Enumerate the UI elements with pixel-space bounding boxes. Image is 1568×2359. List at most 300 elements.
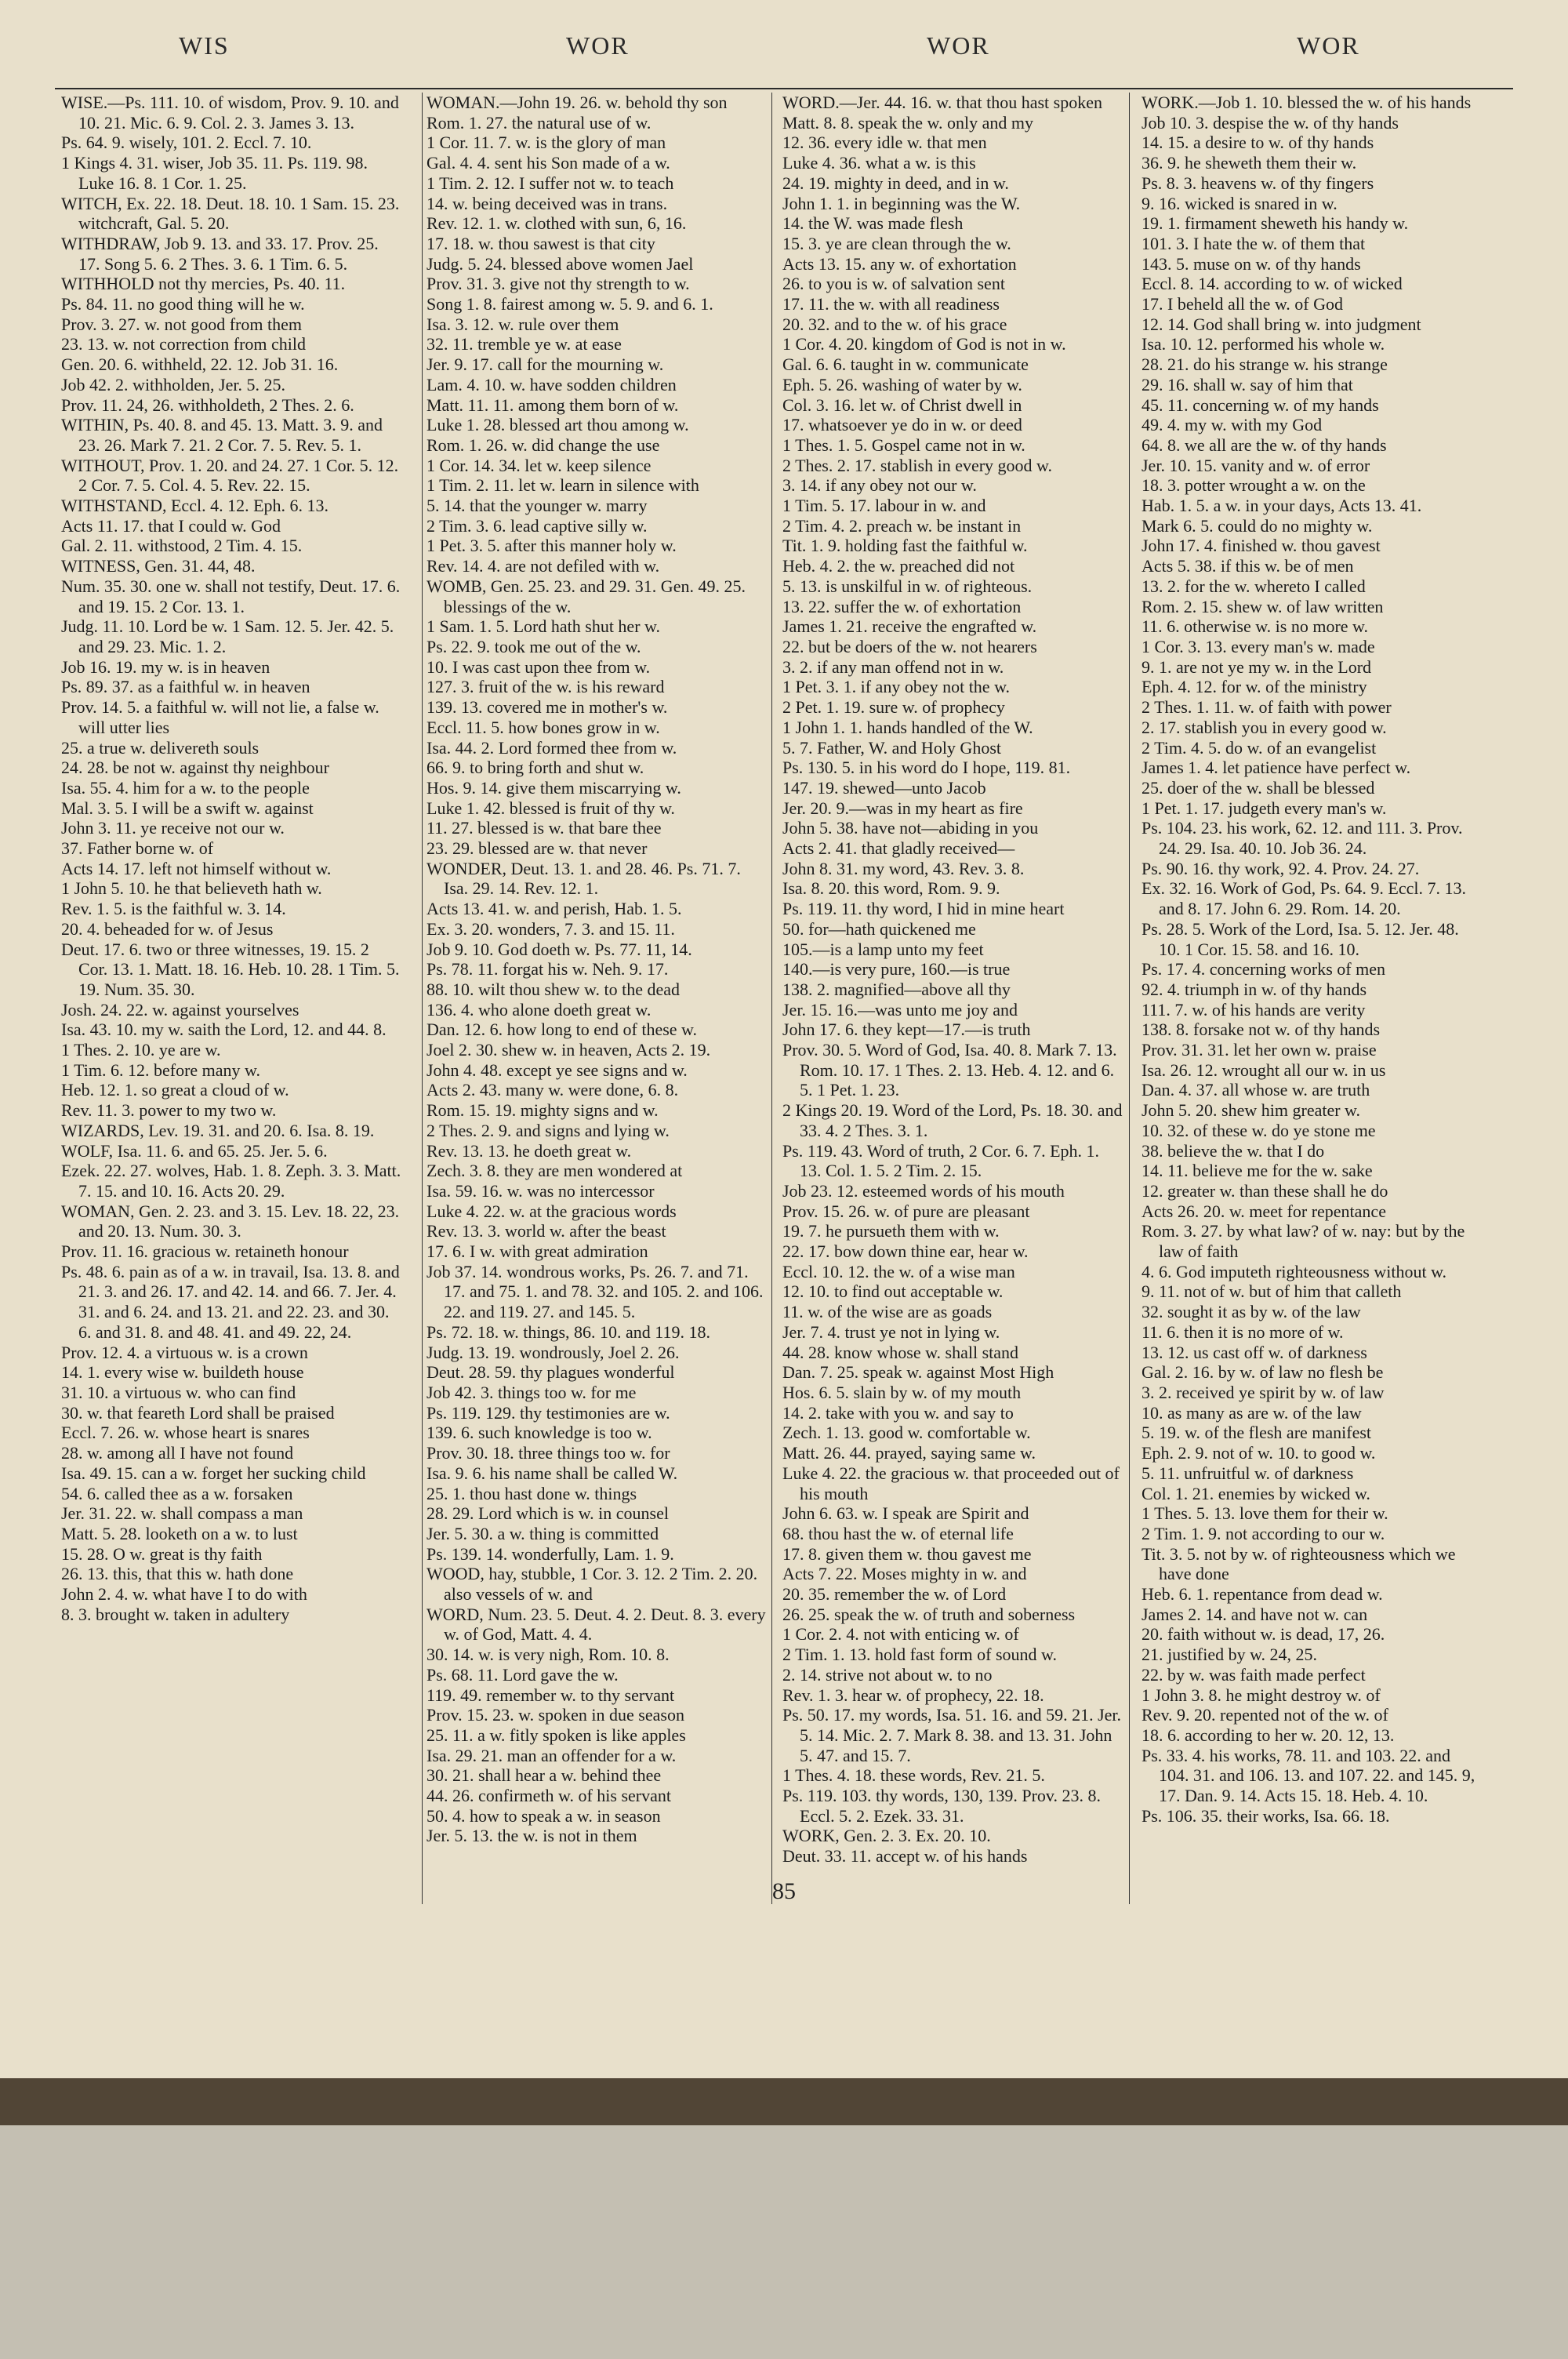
concordance-entry: 14. 2. take with you w. and say to	[782, 1402, 1014, 1423]
concordance-entry: James 1. 4. let patience have perfect w.	[1142, 758, 1411, 778]
concordance-entry: 26. to you is w. of salvation sent	[782, 274, 1005, 294]
concordance-entry: 2 Thes. 2. 9. and signs and lying w.	[426, 1120, 670, 1140]
concordance-entry: 1 Cor. 14. 34. let w. keep silence	[426, 455, 652, 475]
concordance-entry: Jer. 10. 15. vanity and w. of error	[1142, 455, 1370, 475]
concordance-entry: Mark 6. 5. could do no mighty w.	[1142, 515, 1373, 536]
concordance-entry: 50. 4. how to speak a w. in season	[426, 1805, 661, 1826]
concordance-entry: Song 1. 8. fairest among w. 5. 9. and 6. 1.	[426, 294, 713, 314]
concordance-entry: Isa. 3. 12. w. rule over them	[426, 314, 619, 334]
concordance-entry: 15. 3. ye are clean through the w.	[782, 233, 1011, 253]
concordance-entry: Dan. 4. 37. all whose w. are truth	[1142, 1080, 1370, 1100]
concordance-entry: 20. 32. and to the w. of his grace	[782, 314, 1007, 334]
concordance-entry: Job 9. 10. God doeth w. Ps. 77. 11, 14.	[426, 939, 692, 959]
concordance-entry: Eccl. 7. 26. w. whose heart is snares	[61, 1423, 310, 1443]
concordance-entry: 138. 2. magnified—above all thy	[782, 979, 1011, 999]
concordance-entry: Col. 1. 21. enemies by wicked w.	[1142, 1483, 1370, 1503]
concordance-entry: 44. 28. know whose w. shall stand	[782, 1342, 1019, 1362]
concordance-entry: WONDER, Deut. 13. 1. and 28. 46. Ps. 71. 7. Isa. 29. 14. Rev. 12. 1.	[426, 858, 741, 899]
concordance-entry: 1 Cor. 3. 13. every man's w. made	[1142, 636, 1375, 656]
concordance-entry: 92. 4. triumph in w. of thy hands	[1142, 979, 1367, 999]
concordance-entry: 2. 14. strive not about w. to no	[782, 1664, 993, 1685]
concordance-entry: Jer. 5. 13. the w. is not in them	[426, 1826, 637, 1846]
concordance-entry: Dan. 12. 6. how long to end of these w.	[426, 1020, 698, 1040]
concordance-entry: John 17. 6. they kept—17.—is truth	[782, 1020, 1031, 1040]
concordance-entry: 1 Tim. 2. 11. let w. learn in silence with	[426, 475, 699, 496]
concordance-entry: John 5. 38. have not—abiding in you	[782, 818, 1039, 838]
concordance-entry: 30. 21. shall hear a w. behind thee	[426, 1765, 662, 1786]
concordance-entry: 2 Thes. 2. 17. stablish in every good w.	[782, 455, 1053, 475]
concordance-entry: 12. greater w. than these shall he do	[1142, 1180, 1388, 1201]
concordance-entry: Gal. 6. 6. taught in w. communicate	[782, 354, 1029, 375]
concordance-entry: 20. faith without w. is dead, 17, 26.	[1142, 1624, 1385, 1645]
concordance-entry: 9. 1. are not ye my w. in the Lord	[1142, 656, 1372, 677]
concordance-entry: 1 Thes. 2. 10. ye are w.	[61, 1040, 221, 1060]
concordance-entry: Ps. 50. 17. my words, Isa. 51. 16. and 59. 21. Jer. 5. 14. Mic. 2. 7. Mark 8. 38. and 13. 31. John 5. 47. and 15. 7.	[782, 1705, 1122, 1765]
concordance-entry: 37. Father borne w. of	[61, 838, 214, 859]
running-head-2: WOR	[566, 31, 630, 60]
concordance-entry: Prov. 3. 27. w. not good from them	[61, 314, 302, 334]
concordance-entry: Prov. 12. 4. a virtuous w. is a crown	[61, 1342, 308, 1362]
column-2	[426, 93, 767, 1904]
concordance-entry: 1 Tim. 5. 17. labour in w. and	[782, 496, 986, 516]
concordance-entry: 2 Pet. 1. 19. sure w. of prophecy	[782, 697, 1005, 718]
concordance-entry: Matt. 26. 44. prayed, saying same w.	[782, 1443, 1036, 1463]
concordance-entry: Isa. 26. 12. wrought all our w. in us	[1142, 1060, 1386, 1080]
concordance-entry: 13. 12. us cast off w. of darkness	[1142, 1342, 1367, 1362]
concordance-entry: 111. 7. w. of his hands are verity	[1142, 999, 1366, 1020]
concordance-entry: Rev. 1. 5. is the faithful w. 3. 14.	[61, 899, 286, 919]
concordance-entry: 44. 26. confirmeth w. of his servant	[426, 1786, 672, 1806]
concordance-entry: Mal. 3. 5. I will be a swift w. against	[61, 798, 314, 818]
concordance-entry: Deut. 17. 6. two or three witnesses, 19. 15. 2 Cor. 13. 1. Matt. 18. 16. Heb. 10. 28. 1 Tim. 5. 19. Num. 35. 30.	[61, 939, 400, 999]
concordance-entry: Heb. 12. 1. so great a cloud of w.	[61, 1080, 289, 1100]
concordance-entry: Ps. 130. 5. in his word do I hope, 119. 81.	[782, 758, 1071, 778]
concordance-entry: Prov. 11. 24, 26. withholdeth, 2 Thes. 2. 6.	[61, 394, 354, 415]
concordance-entry: WITHSTAND, Eccl. 4. 12. Eph. 6. 13.	[61, 496, 329, 516]
concordance-entry: 14. 11. believe me for the w. sake	[1142, 1161, 1373, 1181]
concordance-entry: 49. 4. my w. with my God	[1142, 415, 1323, 435]
concordance-entry: Prov. 31. 3. give not thy strength to w.	[426, 274, 690, 294]
column-rule	[1129, 93, 1130, 1904]
concordance-entry: Isa. 49. 15. can a w. forget her sucking child	[61, 1463, 366, 1483]
concordance-entry: 1 Sam. 1. 5. Lord hath shut her w.	[426, 616, 660, 637]
concordance-entry: Eph. 4. 12. for w. of the ministry	[1142, 677, 1367, 697]
concordance-entry: Luke 1. 28. blessed art thou among w.	[426, 415, 689, 435]
concordance-entry: 1 Pet. 1. 17. judgeth every man's w.	[1142, 798, 1387, 818]
concordance-entry: 147. 19. shewed—unto Jacob	[782, 777, 986, 798]
concordance-entry: Ps. 22. 9. took me out of the w.	[426, 636, 641, 656]
running-head-3: WOR	[927, 31, 990, 60]
concordance-entry: Ps. 90. 16. thy work, 92. 4. Prov. 24. 27.	[1142, 858, 1420, 878]
concordance-entry: WOLF, Isa. 11. 6. and 65. 25. Jer. 5. 6.	[61, 1140, 328, 1161]
concordance-entry: Prov. 30. 18. three things too w. for	[426, 1443, 670, 1463]
concordance-entry: Zech. 3. 8. they are men wondered at	[426, 1161, 683, 1181]
concordance-entry: Luke 1. 42. blessed is fruit of thy w.	[426, 798, 675, 818]
concordance-entry: 1 Cor. 2. 4. not with enticing w. of	[782, 1624, 1019, 1645]
concordance-entry: 5. 11. unfruitful w. of darkness	[1142, 1463, 1354, 1483]
concordance-entry: 1 Cor. 4. 20. kingdom of God is not in w.	[782, 334, 1066, 354]
concordance-entry: Judg. 13. 19. wondrously, Joel 2. 26.	[426, 1342, 680, 1362]
concordance-entry: John 17. 4. finished w. thou gavest	[1142, 536, 1381, 556]
concordance-entry: 2 Thes. 1. 11. w. of faith with power	[1142, 697, 1392, 718]
page-edge-shadow	[0, 2078, 1568, 2125]
concordance-entry: 101. 3. I hate the w. of them that	[1142, 233, 1366, 253]
concordance-entry: 136. 4. who alone doeth great w.	[426, 999, 652, 1020]
concordance-entry: 13. 2. for the w. whereto I called	[1142, 576, 1366, 596]
concordance-entry: Ps. 119. 103. thy words, 130, 139. Prov. 23. 8. Eccl. 5. 2. Ezek. 33. 31.	[782, 1786, 1102, 1826]
concordance-entry: 2 Tim. 1. 9. not according to our w.	[1142, 1523, 1385, 1543]
concordance-entry: Prov. 11. 16. gracious w. retaineth honour	[61, 1241, 349, 1262]
concordance-entry: Jer. 15. 16.—was unto me joy and	[782, 999, 1018, 1020]
concordance-entry: Luke 4. 22. the gracious w. that proceeded out of his mouth	[782, 1463, 1120, 1503]
concordance-entry: Heb. 4. 2. the w. preached did not	[782, 556, 1015, 576]
concordance-entry: 31. 10. a virtuous w. who can find	[61, 1383, 296, 1402]
concordance-entry: 17. whatsoever ye do in w. or deed	[782, 415, 1022, 435]
concordance-entry: Gal. 2. 16. by w. of law no flesh be	[1142, 1362, 1384, 1383]
concordance-entry: Isa. 9. 6. his name shall be called W.	[426, 1463, 678, 1483]
concordance-entry: John 4. 48. except ye see signs and w.	[426, 1060, 688, 1080]
concordance-entry: 1 Thes. 1. 5. Gospel came not in w.	[782, 434, 1025, 455]
concordance-entry: Prov. 30. 5. Word of God, Isa. 40. 8. Mark 7. 13. Rom. 10. 17. 1 Thes. 2. 13. Heb. 4. 12. and 6. 5. 1 Pet. 1. 23.	[782, 1040, 1117, 1100]
concordance-entry: Acts 2. 41. that gladly received—	[782, 838, 1015, 859]
concordance-entry: Rev. 1. 3. hear w. of prophecy, 22. 18.	[782, 1685, 1044, 1705]
concordance-entry: 15. 28. O w. great is thy faith	[61, 1543, 263, 1564]
concordance-entry: Isa. 43. 10. my w. saith the Lord, 12. and 44. 8.	[61, 1020, 387, 1040]
concordance-entry: WIZARDS, Lev. 19. 31. and 20. 6. Isa. 8. 19.	[61, 1120, 375, 1140]
concordance-entry: 9. 16. wicked is snared in w.	[1142, 193, 1338, 213]
concordance-entry: James 2. 14. and have not w. can	[1142, 1604, 1368, 1624]
concordance-entry: 18. 6. according to her w. 20. 12, 13.	[1142, 1725, 1395, 1745]
concordance-entry: Acts 11. 17. that I could w. God	[61, 515, 281, 536]
concordance-entry: 139. 6. such knowledge is too w.	[426, 1423, 652, 1443]
concordance-entry: Ezek. 22. 27. wolves, Hab. 1. 8. Zeph. 3. 3. Matt. 7. 15. and 10. 16. Acts 20. 29.	[61, 1161, 401, 1201]
concordance-entry: Ps. 64. 9. wisely, 101. 2. Eccl. 7. 10.	[61, 133, 312, 153]
concordance-entry: 1 John 5. 10. he that believeth hath w.	[61, 878, 322, 899]
concordance-entry: Rev. 11. 3. power to my two w.	[61, 1100, 277, 1121]
concordance-entry: Ps. 33. 4. his works, 78. 11. and 103. 22. and 104. 31. and 106. 13. and 107. 22. and 145. 9, 17. Dan. 9. 14. Acts 15. 18. Heb. 4. 10.	[1142, 1745, 1475, 1806]
concordance-entry: Num. 35. 30. one w. shall not testify, Deut. 17. 6. and 19. 15. 2 Cor. 13. 1.	[61, 576, 401, 616]
concordance-entry: 5. 14. that the younger w. marry	[426, 496, 648, 516]
concordance-entry: 5. 19. w. of the flesh are manifest	[1142, 1423, 1372, 1443]
concordance-entry: 26. 25. speak the w. of truth and soberness	[782, 1604, 1076, 1624]
concordance-entry: 140.—is very pure, 160.—is true	[782, 959, 1011, 980]
concordance-entry: 138. 8. forsake not w. of thy hands	[1142, 1020, 1381, 1040]
concordance-entry: 26. 13. this, that this w. hath done	[61, 1564, 294, 1584]
concordance-entry: Tit. 1. 9. holding fast the faithful w.	[782, 536, 1028, 556]
concordance-entry: Rom. 3. 27. by what law? of w. nay: but by the law of faith	[1142, 1221, 1465, 1262]
concordance-entry: Joel 2. 30. shew w. in heaven, Acts 2. 19.	[426, 1040, 711, 1060]
concordance-entry: Judg. 5. 24. blessed above women Jael	[426, 253, 694, 274]
concordance-entry: Rev. 13. 3. world w. after the beast	[426, 1221, 666, 1241]
column-rule	[771, 93, 772, 1904]
concordance-entry: 68. thou hast the w. of eternal life	[782, 1523, 1014, 1543]
concordance-entry: Prov. 14. 5. a faithful w. will not lie, a false w. will utter lies	[61, 697, 379, 737]
concordance-entry: 11. 27. blessed is w. that bare thee	[426, 818, 662, 838]
concordance-entry: Ps. 104. 23. his work, 62. 12. and 111. 3. Prov. 24. 29. Isa. 40. 10. Job 36. 24.	[1142, 818, 1463, 859]
concordance-entry: 28. 21. do his strange w. his strange	[1142, 354, 1388, 375]
concordance-entry: Acts 13. 15. any w. of exhortation	[782, 253, 1017, 274]
concordance-entry: John 1. 1. in beginning was the W.	[782, 193, 1021, 213]
concordance-entry: Ps. 68. 11. Lord gave the w.	[426, 1664, 619, 1685]
concordance-entry: Gen. 20. 6. withheld, 22. 12. Job 31. 16.	[61, 354, 339, 375]
concordance-entry: Job 42. 2. withholden, Jer. 5. 25.	[61, 374, 285, 394]
concordance-entry: 17. 6. I w. with great admiration	[426, 1241, 648, 1262]
concordance-entry: 50. for—hath quickened me	[782, 918, 976, 939]
concordance-entry: Zech. 1. 13. good w. comfortable w.	[782, 1423, 1031, 1443]
concordance-entry: Jer. 5. 30. a w. thing is committed	[426, 1523, 659, 1543]
concordance-entry: Col. 3. 16. let w. of Christ dwell in	[782, 394, 1022, 415]
concordance-entry: Ps. 89. 37. as a faithful w. in heaven	[61, 677, 310, 697]
concordance-entry: 17. 11. the w. with all readiness	[782, 294, 1000, 314]
concordance-entry: John 6. 63. w. I speak are Spirit and	[782, 1503, 1029, 1524]
concordance-entry: 28. 29. Lord which is w. in counsel	[426, 1503, 669, 1524]
concordance-entry: 1 John 1. 1. hands handled of the W.	[782, 717, 1033, 737]
concordance-entry: Prov. 31. 31. let her own w. praise	[1142, 1040, 1377, 1060]
concordance-entry: 1 Kings 4. 31. wiser, Job 35. 11. Ps. 119. 98. Luke 16. 8. 1 Cor. 1. 25.	[61, 153, 368, 193]
concordance-entry: 2 Tim. 4. 5. do w. of an evangelist	[1142, 737, 1377, 758]
concordance-entry: 2 Kings 20. 19. Word of the Lord, Ps. 18. 30. and 33. 4. 2 Thes. 3. 1.	[782, 1100, 1123, 1140]
concordance-entry: 1 Thes. 4. 18. these words, Rev. 21. 5.	[782, 1765, 1045, 1786]
concordance-entry: Luke 4. 36. what a w. is this	[782, 153, 976, 173]
concordance-entry: 88. 10. wilt thou shew w. to the dead	[426, 979, 681, 999]
concordance-entry: Rom. 15. 19. mighty signs and w.	[426, 1100, 659, 1121]
concordance-entry: Hab. 1. 5. a w. in your days, Acts 13. 41.	[1142, 496, 1422, 516]
concordance-entry: WITHIN, Ps. 40. 8. and 45. 13. Matt. 3. 9. and 23. 26. Mark 7. 21. 2 Cor. 7. 5. Rev. 5. 1.	[61, 415, 383, 455]
concordance-entry: 1 Pet. 3. 5. after this manner holy w.	[426, 536, 677, 556]
concordance-entry: 13. 22. suffer the w. of exhortation	[782, 596, 1022, 616]
concordance-entry: WITHOUT, Prov. 1. 20. and 24. 27. 1 Cor. 5. 12. 2 Cor. 7. 5. Col. 4. 5. Rev. 22. 15.	[61, 455, 399, 496]
concordance-entry: 14. 1. every wise w. buildeth house	[61, 1362, 304, 1383]
concordance-entry: 17. 18. w. thou sawest is that city	[426, 233, 655, 253]
concordance-entry: Lam. 4. 10. w. have sodden children	[426, 374, 677, 394]
concordance-entry: 64. 8. we all are the w. of thy hands	[1142, 434, 1387, 455]
concordance-entry: 5. 13. is unskilful in w. of righteous.	[782, 576, 1033, 596]
concordance-entry: Heb. 6. 1. repentance from dead w.	[1142, 1584, 1383, 1605]
concordance-entry: Matt. 5. 28. looketh on a w. to lust	[61, 1523, 298, 1543]
concordance-entry: Jer. 31. 22. w. shall compass a man	[61, 1503, 303, 1524]
concordance-entry: Acts 2. 43. many w. were done, 6. 8.	[426, 1080, 679, 1100]
concordance-entry: Ps. 8. 3. heavens w. of thy fingers	[1142, 173, 1374, 193]
concordance-entry: Job 42. 3. things too w. for me	[426, 1383, 637, 1402]
concordance-entry: Isa. 55. 4. him for a w. to the people	[61, 777, 310, 798]
concordance-entry: Ps. 78. 11. forgat his w. Neh. 9. 17.	[426, 959, 669, 980]
concordance-entry: 24. 28. be not w. against thy neighbour	[61, 758, 329, 778]
concordance-entry: 1 Pet. 3. 1. if any obey not the w.	[782, 677, 1011, 697]
header-rule	[55, 88, 1513, 89]
concordance-entry: Hos. 9. 14. give them miscarrying w.	[426, 777, 681, 798]
concordance-entry: Job 23. 12. esteemed words of his mouth	[782, 1180, 1065, 1201]
concordance-entry: Job 37. 14. wondrous works, Ps. 26. 7. and 71. 17. and 75. 1. and 78. 32. and 105. 2. and 106. 22. and 119. 27. and 145. 5.	[426, 1261, 764, 1322]
concordance-entry: Rom. 2. 15. shew w. of law written	[1142, 596, 1384, 616]
concordance-entry: 22. by w. was faith made perfect	[1142, 1664, 1366, 1685]
concordance-entry: Ps. 119. 129. thy testimonies are w.	[426, 1402, 670, 1423]
concordance-entry: WITHHOLD not thy mercies, Ps. 40. 11.	[61, 274, 346, 294]
concordance-entry: 143. 5. muse on w. of thy hands	[1142, 253, 1361, 274]
concordance-entry: Acts 14. 17. left not himself without w.	[61, 858, 332, 878]
page-number: 85	[772, 1878, 796, 1904]
concordance-entry: Prov. 15. 23. w. spoken in due season	[426, 1705, 684, 1725]
concordance-entry: Prov. 15. 26. w. of pure are pleasant	[782, 1201, 1030, 1221]
concordance-entry: 18. 3. potter wrought a w. on the	[1142, 475, 1366, 496]
concordance-entry: Isa. 59. 16. w. was no intercessor	[426, 1180, 655, 1201]
concordance-entry: Gal. 4. 4. sent his Son made of a w.	[426, 153, 670, 173]
concordance-entry: Ps. 48. 6. pain as of a w. in travail, Isa. 13. 8. and 21. 3. and 26. 17. and 42. 14. and 66. 7. Jer. 4. 31. and 6. 24. and 13. 21. and 22. 23. and 30. 6. and 31. 8. and 48. 41. and 49. 22, 24.	[61, 1261, 400, 1342]
concordance-entry: Judg. 11. 10. Lord be w. 1 Sam. 12. 5. Jer. 42. 5. and 29. 23. Mic. 1. 2.	[61, 616, 394, 656]
concordance-entry: Ps. 106. 35. their works, Isa. 66. 18.	[1142, 1805, 1390, 1826]
concordance-entry: 23. 13. w. not correction from child	[61, 334, 306, 354]
concordance-entry: John 3. 11. ye receive not our w.	[61, 818, 285, 838]
concordance-entry: 1 Thes. 5. 13. love them for their w.	[1142, 1503, 1388, 1524]
concordance-entry: 54. 6. called thee as a w. forsaken	[61, 1483, 293, 1503]
concordance-entry: 36. 9. he sheweth them their w.	[1142, 153, 1357, 173]
concordance-entry: Job 16. 19. my w. is in heaven	[61, 656, 270, 677]
concordance-entry: 25. doer of the w. shall be blessed	[1142, 777, 1375, 798]
concordance-entry: Ps. 28. 5. Work of the Lord, Isa. 5. 12. Jer. 48. 10. 1 Cor. 15. 58. and 16. 10.	[1142, 918, 1459, 959]
concordance-entry: 29. 16. shall w. say of him that	[1142, 374, 1353, 394]
concordance-entry: 12. 36. every idle w. that men	[782, 133, 987, 153]
concordance-entry: Ex. 32. 16. Work of God, Ps. 64. 9. Eccl. 7. 13. and 8. 17. John 6. 29. Rom. 14. 20.	[1142, 878, 1466, 919]
concordance-entry: 3. 2. received ye spirit by w. of law	[1142, 1383, 1385, 1402]
concordance-entry: 10. as many as are w. of the law	[1142, 1402, 1362, 1423]
concordance-entry: WITNESS, Gen. 31. 44, 48.	[61, 556, 256, 576]
concordance-entry: WOMAN.—John 19. 26. w. behold thy son	[426, 93, 728, 112]
concordance-entry: WORD.—Jer. 44. 16. w. that thou hast spoken	[782, 93, 1102, 112]
concordance-entry: WOOD, hay, stubble, 1 Cor. 3. 12. 2 Tim. 2. 20. also vessels of w. and	[426, 1564, 758, 1605]
concordance-entry: Ps. 119. 43. Word of truth, 2 Cor. 6. 7. Eph. 1. 13. Col. 1. 5. 2 Tim. 2. 15.	[782, 1140, 1100, 1181]
concordance-entry: Dan. 7. 25. speak w. against Most High	[782, 1362, 1054, 1383]
concordance-entry: WITHDRAW, Job 9. 13. and 33. 17. Prov. 25. 17. Song 5. 6. 2 Thes. 3. 6. 1 Tim. 6. 5.	[61, 233, 379, 274]
concordance-entry: 1 Tim. 6. 12. before many w.	[61, 1060, 261, 1080]
concordance-entry: Ps. 119. 11. thy word, I hid in mine heart	[782, 899, 1065, 919]
concordance-entry: Ps. 17. 4. concerning works of men	[1142, 959, 1386, 980]
concordance-entry: 12. 14. God shall bring w. into judgment	[1142, 314, 1421, 334]
concordance-entry: 119. 49. remember w. to thy servant	[426, 1685, 675, 1705]
concordance-entry: Rev. 14. 4. are not defiled with w.	[426, 556, 660, 576]
column-rule	[422, 93, 423, 1904]
concordance-entry: Rev. 13. 13. he doeth great w.	[426, 1140, 632, 1161]
concordance-entry: Isa. 29. 21. man an offender for a w.	[426, 1745, 677, 1765]
concordance-entry: Rom. 1. 26. w. did change the use	[426, 434, 660, 455]
concordance-entry: 32. 11. tremble ye w. at ease	[426, 334, 622, 354]
column-3	[782, 93, 1123, 1904]
concordance-entry: 2 Tim. 4. 2. preach w. be instant in	[782, 515, 1022, 536]
column-4	[1142, 93, 1482, 1904]
concordance-entry: WOMAN, Gen. 2. 23. and 3. 15. Lev. 18. 22, 23. and 20. 13. Num. 30. 3.	[61, 1201, 400, 1241]
concordance-entry: Tit. 3. 5. not by w. of righteousness which we have done	[1142, 1543, 1456, 1584]
concordance-entry: Eccl. 11. 5. how bones grow in w.	[426, 717, 660, 737]
column-1	[61, 93, 401, 1904]
concordance-entry: Ps. 139. 14. wonderfully, Lam. 1. 9.	[426, 1543, 674, 1564]
concordance-entry: 66. 9. to bring forth and shut w.	[426, 758, 644, 778]
concordance-entry: Josh. 24. 22. w. against yourselves	[61, 999, 299, 1020]
concordance-entry: 20. 4. beheaded for w. of Jesus	[61, 918, 274, 939]
concordance-entry: 17. I beheld all the w. of God	[1142, 294, 1344, 314]
concordance-entry: 2. 17. stablish you in every good w.	[1142, 717, 1387, 737]
concordance-entry: Ex. 3. 20. wonders, 7. 3. and 15. 11.	[426, 918, 675, 939]
concordance-entry: Rev. 12. 1. w. clothed with sun, 6, 16.	[426, 213, 687, 234]
concordance-entry: WITCH, Ex. 22. 18. Deut. 18. 10. 1 Sam. 15. 23. witchcraft, Gal. 5. 20.	[61, 193, 400, 234]
concordance-entry: 12. 10. to find out acceptable w.	[782, 1281, 1004, 1302]
concordance-entry: 11. w. of the wise are as goads	[782, 1302, 993, 1322]
concordance-entry: Isa. 44. 2. Lord formed thee from w.	[426, 737, 677, 758]
concordance-entry: John 8. 31. my word, 43. Rev. 3. 8.	[782, 858, 1025, 878]
concordance-entry: Acts 26. 20. w. meet for repentance	[1142, 1201, 1386, 1221]
concordance-entry: 30. w. that feareth Lord shall be praised	[61, 1402, 335, 1423]
concordance-entry: 127. 3. fruit of the w. is his reward	[426, 677, 665, 697]
concordance-entry: Deut. 28. 59. thy plagues wonderful	[426, 1362, 675, 1383]
concordance-entry: Jer. 9. 17. call for the mourning w.	[426, 354, 664, 375]
concordance-entry: Hos. 6. 5. slain by w. of my mouth	[782, 1383, 1022, 1402]
concordance-entry: Acts 7. 22. Moses mighty in w. and	[782, 1564, 1027, 1584]
concordance-entry: Ps. 72. 18. w. things, 86. 10. and 119. 18.	[426, 1321, 710, 1342]
concordance-entry: 23. 29. blessed are w. that never	[426, 838, 648, 859]
concordance-entry: WORD, Num. 23. 5. Deut. 4. 2. Deut. 8. 3. every w. of God, Matt. 4. 4.	[426, 1604, 766, 1645]
concordance-entry: 14. w. being deceived was in trans.	[426, 193, 668, 213]
concordance-entry: Eccl. 10. 12. the w. of a wise man	[782, 1261, 1015, 1281]
concordance-entry: James 1. 21. receive the engrafted w.	[782, 616, 1037, 637]
concordance-entry: 11. 6. then it is no more of w.	[1142, 1321, 1344, 1342]
running-head-4: WOR	[1297, 31, 1360, 60]
concordance-entry: Rev. 9. 20. repented not of the w. of	[1142, 1705, 1388, 1725]
concordance-entry: Matt. 8. 8. speak the w. only and my	[782, 112, 1033, 133]
concordance-entry: WORK, Gen. 2. 3. Ex. 20. 10.	[782, 1826, 991, 1846]
concordance-entry: 3. 2. if any man offend not in w.	[782, 656, 1004, 677]
concordance-entry: Gal. 2. 11. withstood, 2 Tim. 4. 15.	[61, 536, 303, 556]
concordance-entry: Deut. 33. 11. accept w. of his hands	[782, 1846, 1028, 1866]
concordance-entry: 9. 11. not of w. but of him that calleth	[1142, 1281, 1402, 1302]
running-head-1: WIS	[179, 31, 230, 60]
concordance-entry: Eccl. 8. 14. according to w. of wicked	[1142, 274, 1403, 294]
concordance-entry: Job 10. 3. despise the w. of thy hands	[1142, 112, 1399, 133]
concordance-entry: 45. 11. concerning w. of my hands	[1142, 394, 1379, 415]
concordance-entry: Isa. 8. 20. this word, Rom. 9. 9.	[782, 878, 1000, 899]
concordance-entry: 21. justified by w. 24, 25.	[1142, 1645, 1318, 1665]
concordance-entry: 10. 32. of these w. do ye stone me	[1142, 1120, 1376, 1140]
concordance-entry: 38. believe the w. that I do	[1142, 1140, 1325, 1161]
concordance-entry: 19. 1. firmament sheweth his handy w.	[1142, 213, 1409, 234]
concordance-entry: Eph. 2. 9. not of w. 10. to good w.	[1142, 1443, 1376, 1463]
concordance-entry: 32. sought it as by w. of the law	[1142, 1302, 1361, 1322]
concordance-entry: WOMB, Gen. 25. 23. and 29. 31. Gen. 49. 25. blessings of the w.	[426, 576, 746, 616]
concordance-entry: 8. 3. brought w. taken in adultery	[61, 1604, 290, 1624]
concordance-entry: 1 Cor. 11. 7. w. is the glory of man	[426, 133, 666, 153]
concordance-entry: 14. the W. was made flesh	[782, 213, 964, 234]
concordance-entry: Rom. 1. 27. the natural use of w.	[426, 112, 652, 133]
concordance-entry: 25. 1. thou hast done w. things	[426, 1483, 637, 1503]
concordance-entry: Jer. 20. 9.—was in my heart as fire	[782, 798, 1023, 818]
concordance-entry: Acts 13. 41. w. and perish, Hab. 1. 5.	[426, 899, 682, 919]
concordance-entry: 1 John 3. 8. he might destroy w. of	[1142, 1685, 1381, 1705]
concordance-entry: WORK.—Job 1. 10. blessed the w. of his hands	[1142, 93, 1472, 112]
concordance-entry: WISE.—Ps. 111. 10. of wisdom, Prov. 9. 10. and 10. 21. Mic. 6. 9. Col. 2. 3. James 3. 13.	[61, 93, 399, 133]
concordance-entry: 22. but be doers of the w. not hearers	[782, 636, 1037, 656]
concordance-entry: Jer. 7. 4. trust ye not in lying w.	[782, 1321, 1000, 1342]
concordance-entry: Ps. 84. 11. no good thing will he w.	[61, 294, 305, 314]
concordance-entry: 28. w. among all I have not found	[61, 1443, 294, 1463]
concordance-entry: 24. 19. mighty in deed, and in w.	[782, 173, 1009, 193]
concordance-entry: 3. 14. if any obey not our w.	[782, 475, 977, 496]
concordance-entry: 25. a true w. delivereth souls	[61, 737, 260, 758]
concordance-entry: 139. 13. covered me in mother's w.	[426, 697, 668, 718]
concordance-entry: Acts 5. 38. if this w. be of men	[1142, 556, 1354, 576]
concordance-entry: 20. 35. remember the w. of Lord	[782, 1584, 1007, 1605]
concordance-entry: 5. 7. Father, W. and Holy Ghost	[782, 737, 1001, 758]
concordance-entry: Luke 4. 22. w. at the gracious words	[426, 1201, 677, 1221]
concordance-entry: John 5. 20. shew him greater w.	[1142, 1100, 1361, 1121]
concordance-entry: 2 Tim. 1. 13. hold fast form of sound w.	[782, 1645, 1057, 1665]
concordance-entry: 14. 15. a desire to w. of thy hands	[1142, 133, 1374, 153]
concordance-entry: Eph. 5. 26. washing of water by w.	[782, 374, 1022, 394]
